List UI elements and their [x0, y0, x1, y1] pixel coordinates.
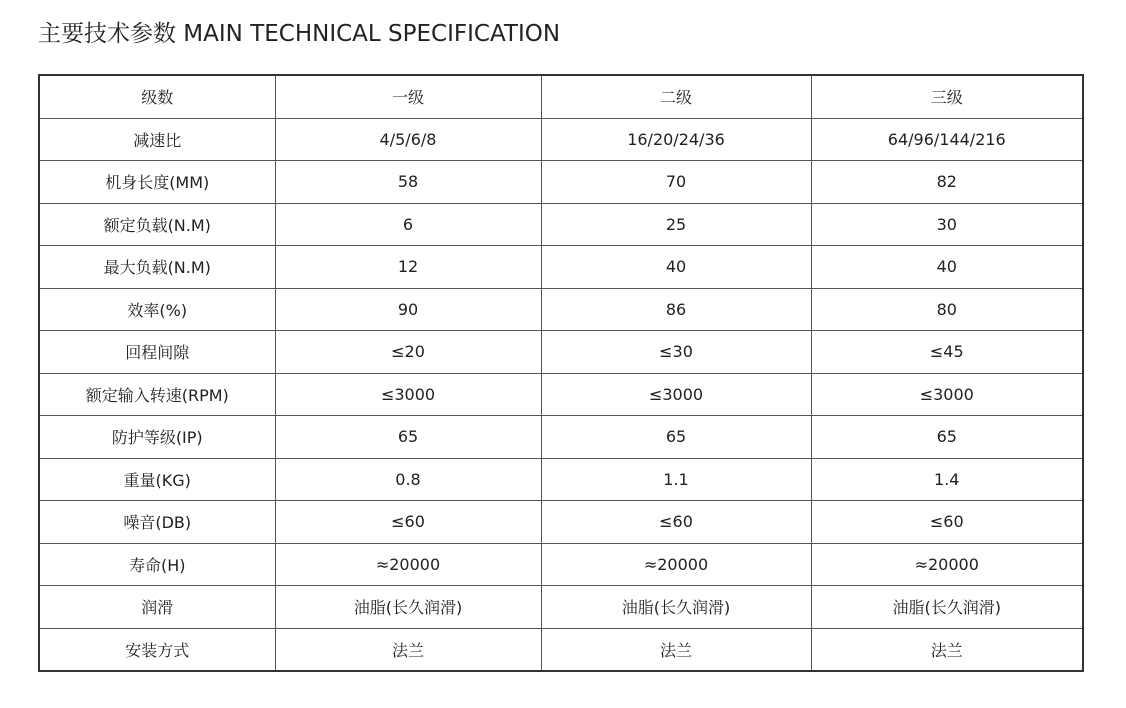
table-row	[39, 118, 1083, 161]
header-cell-stage-label: 级数	[39, 75, 275, 118]
table-row	[39, 331, 1083, 374]
table-row	[39, 161, 1083, 204]
parameter-value-cell: 4/5/6/8	[275, 118, 541, 161]
parameter-value-cell: 25	[541, 203, 811, 246]
parameter-value-cell: ≤20	[275, 331, 541, 374]
specification-table	[38, 74, 1084, 672]
parameter-value-cell: ≤60	[275, 501, 541, 544]
parameter-value-cell: 80	[811, 288, 1083, 331]
table-row	[39, 586, 1083, 629]
parameter-name-cell: 回程间隙	[39, 331, 275, 374]
parameter-value-cell: 油脂(长久润滑)	[811, 586, 1083, 629]
specification-table-body	[39, 75, 1083, 671]
table-row	[39, 501, 1083, 544]
parameter-value-cell: 65	[541, 416, 811, 459]
parameter-value-cell: 64/96/144/216	[811, 118, 1083, 161]
parameter-name-cell: 额定负载(N.M)	[39, 203, 275, 246]
header-cell-stage: 三级	[811, 75, 1083, 118]
parameter-value-cell: 油脂(长久润滑)	[275, 586, 541, 629]
table-row	[39, 543, 1083, 586]
parameter-value-cell: ≈20000	[811, 543, 1083, 586]
parameter-value-cell: ≈20000	[275, 543, 541, 586]
parameter-value-cell: ≤60	[541, 501, 811, 544]
header-cell-stage: 二级	[541, 75, 811, 118]
table-row	[39, 628, 1083, 671]
table-row	[39, 246, 1083, 289]
table-row	[39, 416, 1083, 459]
parameter-value-cell: ≤45	[811, 331, 1083, 374]
parameter-value-cell: 90	[275, 288, 541, 331]
table-row	[39, 288, 1083, 331]
parameter-value-cell: ≤30	[541, 331, 811, 374]
parameter-name-cell: 减速比	[39, 118, 275, 161]
parameter-value-cell: 1.4	[811, 458, 1083, 501]
table-row	[39, 458, 1083, 501]
parameter-value-cell: ≤60	[811, 501, 1083, 544]
parameter-name-cell: 寿命(H)	[39, 543, 275, 586]
parameter-value-cell: 6	[275, 203, 541, 246]
parameter-value-cell: 65	[275, 416, 541, 459]
table-header-row	[39, 75, 1083, 118]
parameter-value-cell: 16/20/24/36	[541, 118, 811, 161]
parameter-name-cell: 额定输入转速(RPM)	[39, 373, 275, 416]
header-cell-stage: 一级	[275, 75, 541, 118]
parameter-value-cell: 油脂(长久润滑)	[541, 586, 811, 629]
parameter-value-cell: 70	[541, 161, 811, 204]
parameter-name-cell: 防护等级(IP)	[39, 416, 275, 459]
parameter-name-cell: 噪音(DB)	[39, 501, 275, 544]
page-title: 主要技术参数 MAIN TECHNICAL SPECIFICATION	[38, 21, 561, 47]
parameter-name-cell: 最大负载(N.M)	[39, 246, 275, 289]
parameter-name-cell: 机身长度(MM)	[39, 161, 275, 204]
parameter-value-cell: ≤3000	[811, 373, 1083, 416]
parameter-value-cell: ≤3000	[275, 373, 541, 416]
parameter-name-cell: 润滑	[39, 586, 275, 629]
parameter-value-cell: ≈20000	[541, 543, 811, 586]
parameter-value-cell: 法兰	[811, 628, 1083, 671]
parameter-value-cell: ≤3000	[541, 373, 811, 416]
parameter-value-cell: 65	[811, 416, 1083, 459]
parameter-value-cell: 1.1	[541, 458, 811, 501]
parameter-value-cell: 58	[275, 161, 541, 204]
parameter-name-cell: 安装方式	[39, 628, 275, 671]
parameter-value-cell: 12	[275, 246, 541, 289]
parameter-value-cell: 82	[811, 161, 1083, 204]
parameter-value-cell: 0.8	[275, 458, 541, 501]
table-row	[39, 203, 1083, 246]
parameter-value-cell: 86	[541, 288, 811, 331]
table-row	[39, 373, 1083, 416]
parameter-name-cell: 重量(KG)	[39, 458, 275, 501]
parameter-name-cell: 效率(%)	[39, 288, 275, 331]
parameter-value-cell: 40	[541, 246, 811, 289]
parameter-value-cell: 40	[811, 246, 1083, 289]
parameter-value-cell: 法兰	[541, 628, 811, 671]
parameter-value-cell: 法兰	[275, 628, 541, 671]
parameter-value-cell: 30	[811, 203, 1083, 246]
